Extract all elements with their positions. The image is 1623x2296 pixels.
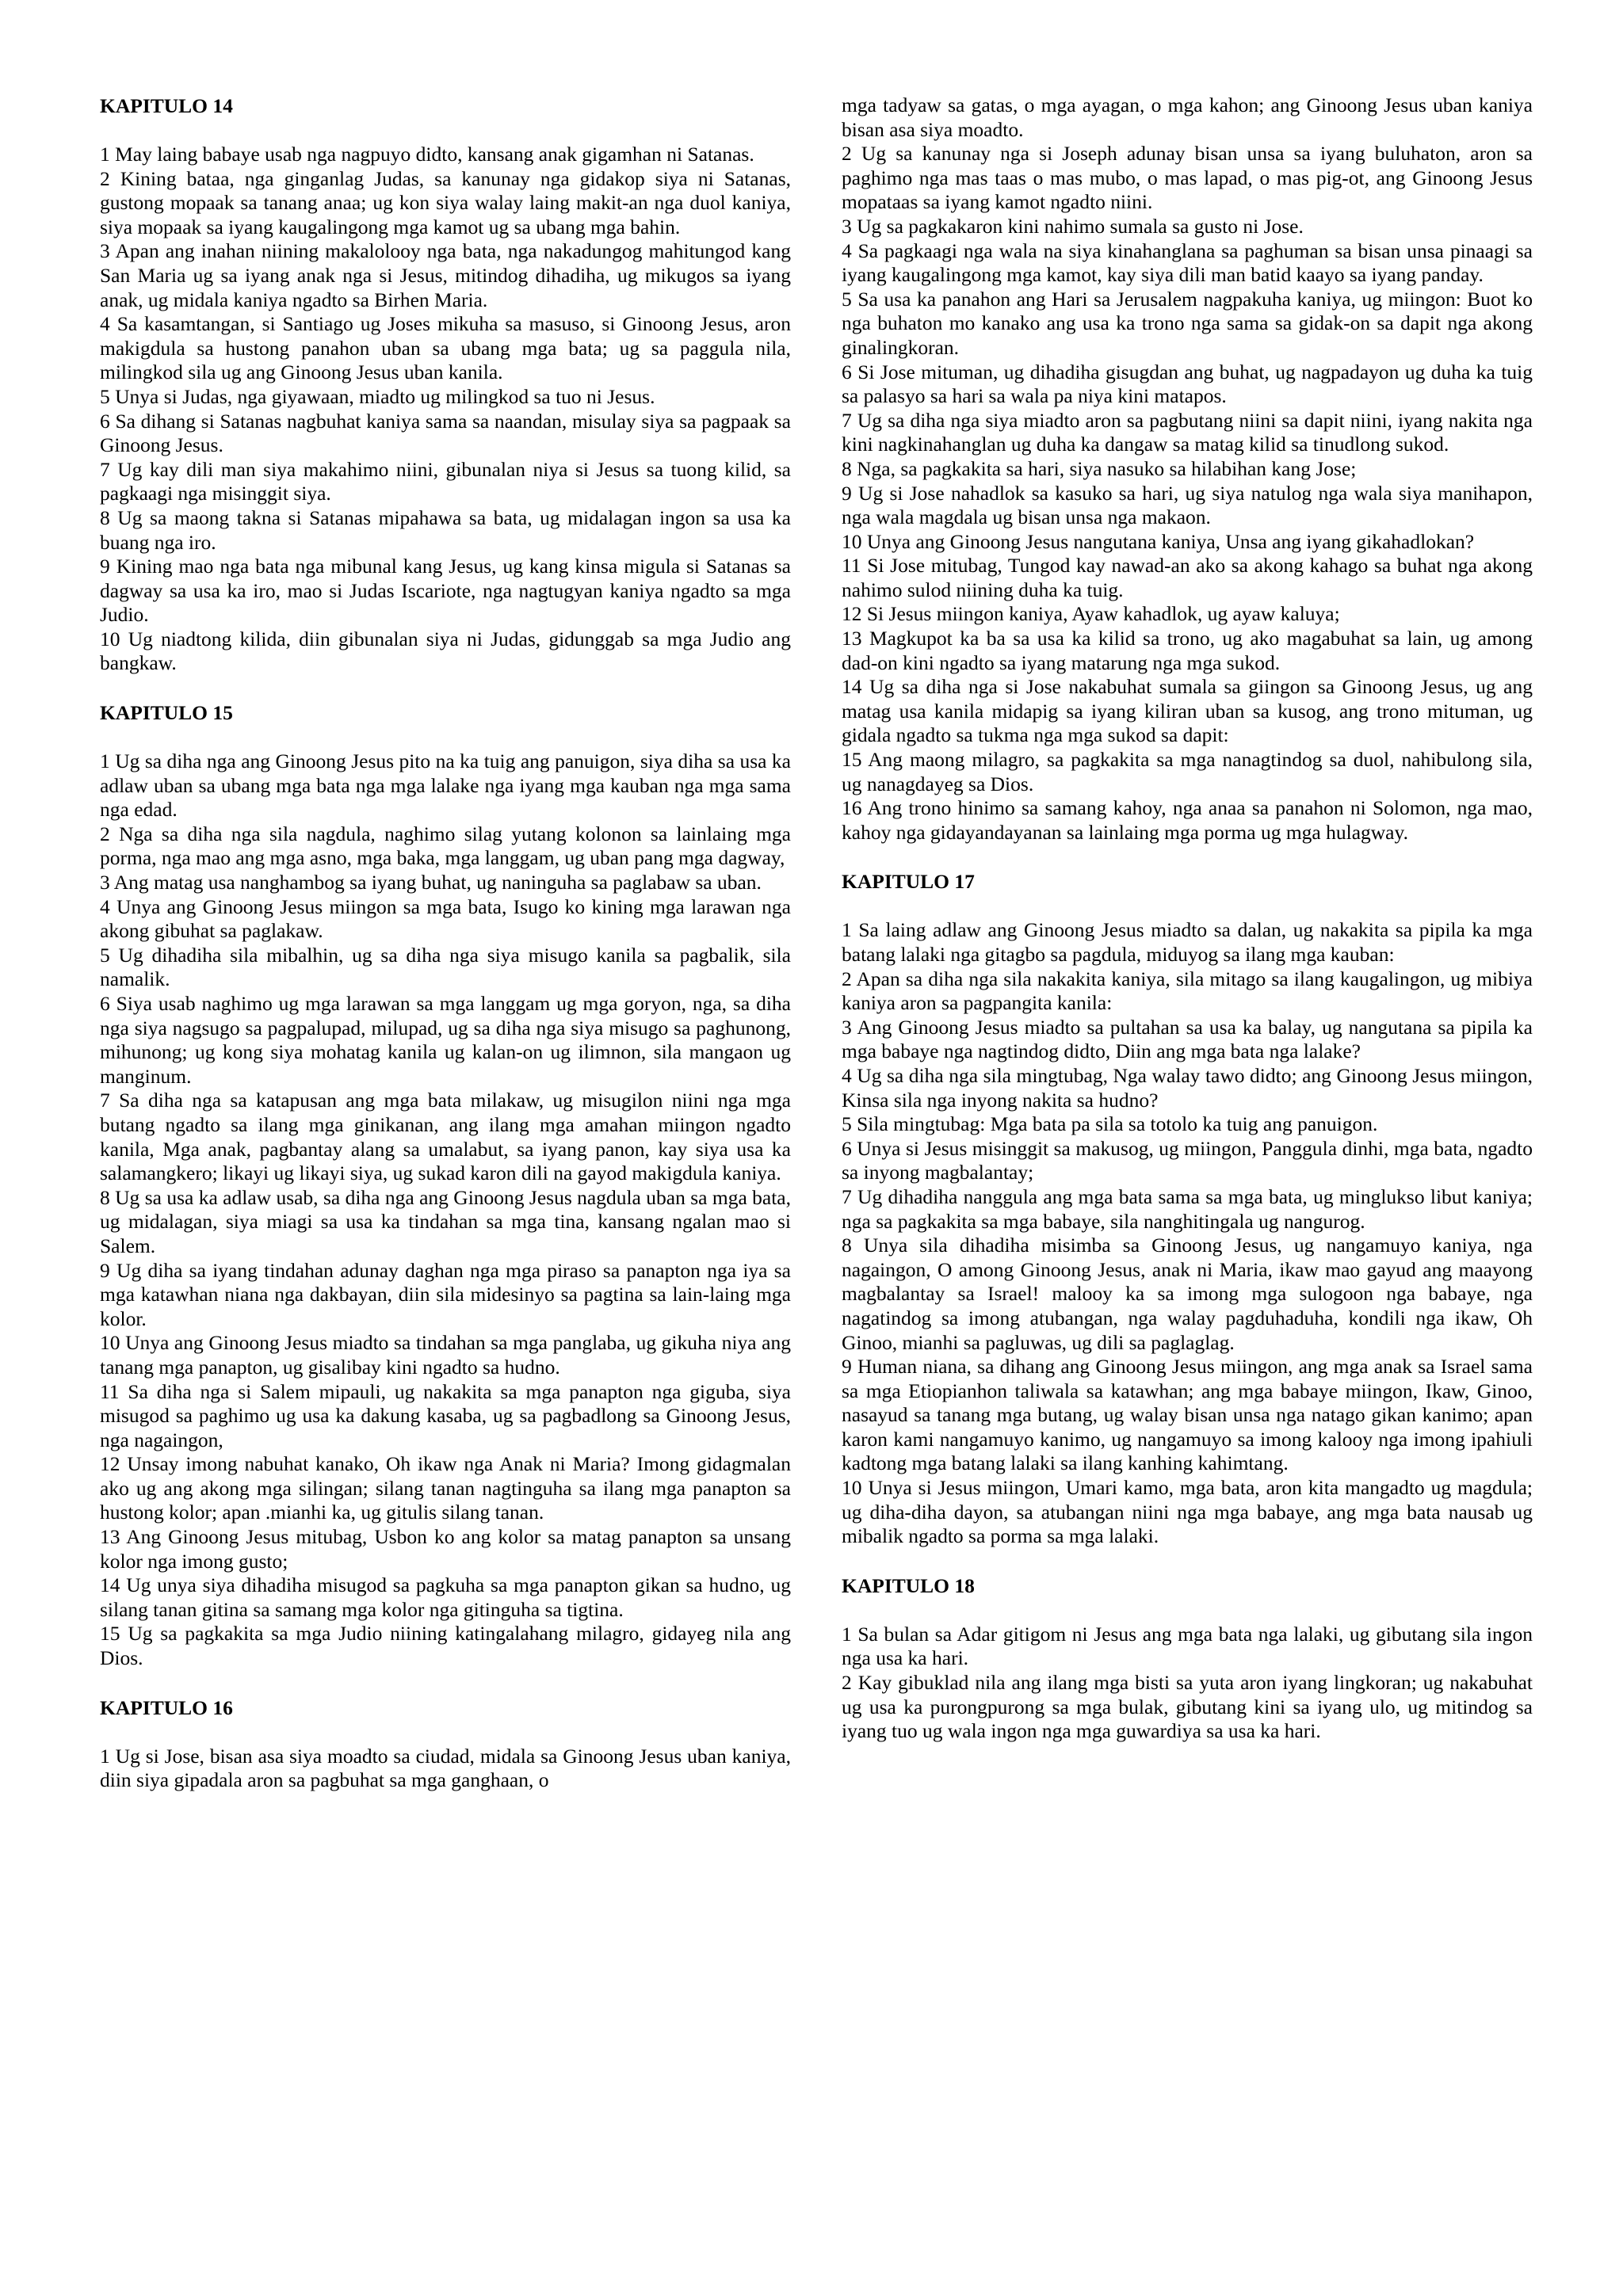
verse-paragraph: 8 Unya sila dihadiha misimba sa Ginoong Jesus, ug nangamuyo kaniya, nga nagaingon, O among Ginoong Jesus, anak ni Maria, ikaw mao gayud ang maayong magbalantay sa Israel! malooy ka sa imong mga sulogoon nga babaye, nga nagatindog sa imong atubangan, nga walay pagduhaduha, kondili nga ikaw, Oh Ginoo, mianhi sa pagluwas, ug dili sa paglaglag. [842,1234,1533,1354]
verse-paragraph: 1 May laing babaye usab nga nagpuyo didto, kansang anak gigamhan ni Satanas. [100,143,754,166]
chapter-heading: KAPITULO 15 [100,701,233,725]
verse-paragraph: 12 Si Jesus miingon kaniya, Ayaw kahadlok, ug ayaw kaluya; [842,602,1340,626]
verse-paragraph: 10 Ug niadtong kilida, diin gibunalan siya ni Judas, gidunggab sa mga Judio ang bangkaw. [100,627,791,675]
verse-paragraph: 7 Sa diha nga sa katapusan ang mga bata milakaw, ug misugilon niini nga mga butang ngadto sa ilang mga ginikanan, ang ilang mga amahan miingon ngadto kanila, Mga anak, pagbantay alang sa umalabut, sa iyang panon, kay siya usa ka salamangkero; likayi ug likayi siya, ug sukad karon dili na gayod makigdula kaniya. [100,1089,791,1185]
verse-paragraph: 2 Nga sa diha nga sila nagdula, naghimo silag yutang kolonon sa lainlaing mga porma, nga mao ang mga asno, mga baka, mga langgam, ug uban pang mga dagway, [100,822,791,870]
chapter-heading: KAPITULO 17 [842,870,975,894]
verse-paragraph: 3 Ang matag usa nanghambog sa iyang buhat, ug naninguha sa paglabaw sa uban. [100,871,762,894]
verse-paragraph: 10 Unya ang Ginoong Jesus miadto sa tindahan sa mga panglaba, ug gikuha niya ang tanang mga panapton, ug gisalibay kini ngadto sa hudno. [100,1331,791,1379]
verse-paragraph: 13 Magkupot ka ba sa usa ka kilid sa trono, ug ako magabuhat sa lain, ug among dad-on kini ngadto sa iyang matarung nga mga sukod. [842,627,1533,674]
verse-paragraph: 9 Ug si Jose nahadlok sa kasuko sa hari, ug siya natulog nga wala siya manihapon, nga wala magdala ug bisan unsa nga makaon. [842,481,1533,529]
verse-paragraph: 12 Unsay imong nabuhat kanako, Oh ikaw nga Anak ni Maria? Imong gidagmalan ako ug ang akong mga silingan; silang tanan nagtinguha sa ilang mga panapton sa hustong kolor; apan .mianhi ka, ug gitulis silang tanan. [100,1452,791,1524]
verse-paragraph: 13 Ang Ginoong Jesus mitubag, Usbon ko ang kolor sa matag panapton sa unsang kolor nga imong gusto; [100,1525,791,1573]
verse-paragraph: 2 Ug sa kanunay nga si Joseph adunay bisan unsa sa iyang buluhaton, aron sa paghimo nga mas taas o mas mubo, o mas lapad, o mas pig-ot, ang Ginoong Jesus mopataas sa iyang kamot ngadto niini. [842,142,1533,214]
verse-paragraph: 6 Sa dihang si Satanas nagbuhat kaniya sama sa naandan, misulay siya sa pagpaak sa Ginoong Jesus. [100,409,791,457]
verse-paragraph: 15 Ug sa pagkakita sa mga Judio niining katingalahang milagro, gidayeg nila ang Dios. [100,1622,791,1670]
verse-paragraph: 3 Ang Ginoong Jesus miadto sa pultahan sa usa ka balay, ug nangutana sa pipila ka mga babaye nga nagtindog didto, Diin ang mga bata nga lalake? [842,1015,1533,1063]
verse-paragraph: 9 Ug diha sa iyang tindahan adunay daghan nga mga piraso sa panapton nga iya sa mga katawhan niana nga dakbayan, diin sila midesinyo sa pagtina sa lain-laing mga kolor. [100,1258,791,1330]
right-column [842,93,1533,2296]
verse-paragraph: mga tadyaw sa gatas, o mga ayagan, o mga kahon; ang Ginoong Jesus uban kaniya bisan asa siya moadto. [842,93,1533,141]
verse-paragraph: 4 Ug sa diha nga sila mingtubag, Nga walay tawo didto; ang Ginoong Jesus miingon, Kinsa sila nga inyong nakita sa hudno? [842,1063,1533,1112]
verse-paragraph: 16 Ang trono hinimo sa samang kahoy, nga anaa sa panahon ni Solomon, nga mao, kahoy nga gidayandayanan sa lainlaing mga porma ug mga hulagway. [842,796,1533,844]
chapter-heading: KAPITULO 18 [842,1573,975,1597]
verse-paragraph: 2 Apan sa diha nga sila nakakita kaniya, sila mitago sa ilang kaugalingon, ug mibiya kaniya aron sa pagpangita kanila: [842,967,1533,1015]
verse-paragraph: 14 Ug unya siya dihadiha misugod sa pagkuha sa mga panapton gikan sa hudno, ug silang tanan gitina sa samang mga kolor nga gitinguha sa tigtina. [100,1573,791,1621]
verse-paragraph: 1 Ug sa diha nga ang Ginoong Jesus pito na ka tuig ang panuigon, siya diha sa usa ka adlaw uban sa ubang mga bata nga mga lalake nga iyang mga kauban nga mga sama nga edad. [100,749,791,822]
verse-paragraph: 4 Sa pagkaagi nga wala na siya kinahanglana sa paghuman sa bisan unsa pinaagi sa iyang kaugalingong mga kamot, kay siya dili man batid kaayo sa iyang panday. [842,238,1533,287]
verse-paragraph: 14 Ug sa diha nga si Jose nakabuhat sumala sa giingon sa Ginoong Jesus, ug ang matag usa kanila midapig sa iyang kiliran uban sa kusog, ang trono mituman, ug gidala ngadto sa tukma nga mga sukod sa dapit: [842,675,1533,747]
left-column [100,93,791,2296]
verse-paragraph: 9 Kining mao nga bata nga mibunal kang Jesus, ug kang kinsa migula si Satanas sa dagway sa usa ka iro, mao si Judas Iscariote, nga nagtugyan kaniya ngadto sa mga Judio. [100,555,791,627]
verse-paragraph: 2 Kining bataa, nga ginganlag Judas, sa kanunay nga gidakop siya ni Satanas, gustong mopaak sa tanang anaa; ug kon siya walay laing makit-an nga duol kaniya, siya mopaak sa iyang kaugalingong mga kamot ug sa ubang mga bahin. [100,166,791,238]
verse-paragraph: 11 Si Jose mitubag, Tungod kay nawad-an ako sa akong kahago sa buhat nga akong nahimo sulod niining duha ka tuig. [842,554,1533,601]
verse-paragraph: 5 Sila mingtubag: Mga bata pa sila sa totolo ka tuig ang panuigon. [842,1112,1378,1136]
verse-paragraph: 7 Ug dihadiha nanggula ang mga bata sama sa mga bata, ug minglukso libut kaniya; nga sa pagkakita sa mga babaye, sila nanghitingala ug nangurog. [842,1184,1533,1233]
verse-paragraph: 6 Siya usab naghimo ug mga larawan sa mga langgam ug mga goryon, nga, sa diha nga siya nagsugo sa pagpalupad, milupad, ug sa diha nga siya misugo sa paghunong, mihunong; ug kong siya mohatag kanila ug kalan-on ug ilimnon, sila mangaon ug manginum. [100,992,791,1088]
verse-paragraph: 5 Sa usa ka panahon ang Hari sa Jerusalem nagpakuha kaniya, ug miingon: Buot ko nga buhaton mo kanako ang usa ka trono nga sama sa gidak-on sa dapit nga akong ginalingkoran. [842,287,1533,359]
verse-paragraph: 10 Unya ang Ginoong Jesus nangutana kaniya, Unsa ang iyang gikahadlokan? [842,529,1475,553]
verse-paragraph: 4 Unya ang Ginoong Jesus miingon sa mga bata, Isugo ko kining mga larawan nga akong gibuhat sa paglakaw. [100,894,791,943]
verse-paragraph: 5 Unya si Judas, nga giyawaan, miadto ug milingkod sa tuo ni Jesus. [100,384,655,408]
verse-paragraph: 5 Ug dihadiha sila mibalhin, ug sa diha nga siya misugo kanila sa pagbalik, sila namalik. [100,943,791,991]
verse-paragraph: 4 Sa kasamtangan, si Santiago ug Joses mikuha sa masuso, si Ginoong Jesus, aron makigdula sa hustong panahon uban sa ubang mga bata; ug sa paggula nila, milingkod sila ug ang Ginoong Jesus uban kanila. [100,312,791,384]
verse-paragraph: 8 Ug sa maong takna si Satanas mipahawa sa bata, ug midalagan ingon sa usa ka buang nga iro. [100,505,791,554]
verse-paragraph: 9 Human niana, sa dihang ang Ginoong Jesus miingon, ang mga anak sa Israel sama sa mga Etiopianhon taliwala sa katawhan; ang mga babaye miingon, Ikaw, Ginoo, nasayud sa tanang mga butang, ug walay bisan unsa nga natago gikan kanimo; apan karon kami nangamuyo kanimo, ug nangamuyo sa imong kalooy nga imong ipahiuli kadtong mga batang lalaki sa ilang kanhing kahimtang. [842,1355,1533,1475]
chapter-heading: KAPITULO 14 [100,94,233,117]
verse-paragraph: 1 Sa laing adlaw ang Ginoong Jesus miadto sa dalan, ug nakakita sa pipila ka mga batang lalaki nga gitagbo sa pagdula, miduyog sa ilang mga kauban: [842,918,1533,966]
verse-paragraph: 10 Unya si Jesus miingon, Umari kamo, mga bata, aron kita mangadto ug magdula; ug diha-diha dayon, sa atubangan niini nga mga babaye, ang mga bata nausab ug mibalik ngadto sa porma sa mga lalaki. [842,1476,1533,1548]
verse-paragraph: 3 Ug sa pagkakaron kini nahimo sumala sa gusto ni Jose. [842,214,1304,238]
verse-paragraph: 2 Kay gibuklad nila ang ilang mga bisti sa yuta aron iyang lingkoran; ug nakabuhat ug usa ka purongpurong sa mga bulak, gibutang kini sa iyang ulo, ug mitindog sa iyang tuo ug wala ingon nga mga guwardiya sa usa ka hari. [842,1671,1533,1743]
verse-paragraph: 7 Ug sa diha nga siya miadto aron sa pagbutang niini sa dapit niini, iyang nakita nga kini nagkinahanglan ug duha ka dangaw sa matag kilid sa tinudlong sukod. [842,408,1533,456]
verse-paragraph: 15 Ang maong milagro, sa pagkakita sa mga nanagtindog sa duol, nahibulong sila, ug nanagdayeg sa Dios. [842,748,1533,795]
verse-paragraph: 8 Nga, sa pagkakita sa hari, siya nasuko sa hilabihan kang Jose; [842,456,1357,480]
verse-paragraph: 6 Si Jose mituman, ug dihadiha gisugdan ang buhat, ug nagpadayon ug duha ka tuig sa palasyo sa hari sa wala pa niya kini matapos. [842,360,1533,408]
verse-paragraph: 6 Unya si Jesus misinggit sa makusog, ug miingon, Panggula dinhi, mga bata, ngadto sa inyong magbalantay; [842,1136,1533,1184]
verse-paragraph: 1 Ug si Jose, bisan asa siya moadto sa ciudad, midala sa Ginoong Jesus uban kaniya, diin siya gipadala aron sa pagbuhat sa mga ganghaan, o [100,1744,791,1792]
verse-paragraph: 1 Sa bulan sa Adar gitigom ni Jesus ang mga bata nga lalaki, ug gibutang sila ingon nga usa ka hari. [842,1622,1533,1670]
two-column-layout [100,93,1533,2296]
verse-paragraph: 8 Ug sa usa ka adlaw usab, sa diha nga ang Ginoong Jesus nagdula uban sa mga bata, ug midalagan, siya miagi sa usa ka tindahan sa mga tina, kansang ngalan mao si Salem. [100,1185,791,1257]
verse-paragraph: 7 Ug kay dili man siya makahimo niini, gibunalan niya si Jesus sa tuong kilid, sa pagkaagi nga misinggit siya. [100,457,791,505]
verse-paragraph: 3 Apan ang inahan niining makalolooy nga bata, nga nakadungog mahitungod kang San Maria ug sa iyang anak nga si Jesus, mitindog dihadiha, ug mikugos sa iyang anak, ug midala kaniya ngadto sa Birhen Maria. [100,239,791,311]
verse-paragraph: 11 Sa diha nga si Salem mipauli, ug nakakita sa mga panapton nga giguba, siya misugod sa paghimo ug usa ka dakung kasaba, ug sa pagbadlong sa Ginoong Jesus, nga nagaingon, [100,1379,791,1451]
chapter-heading: KAPITULO 16 [100,1695,233,1719]
